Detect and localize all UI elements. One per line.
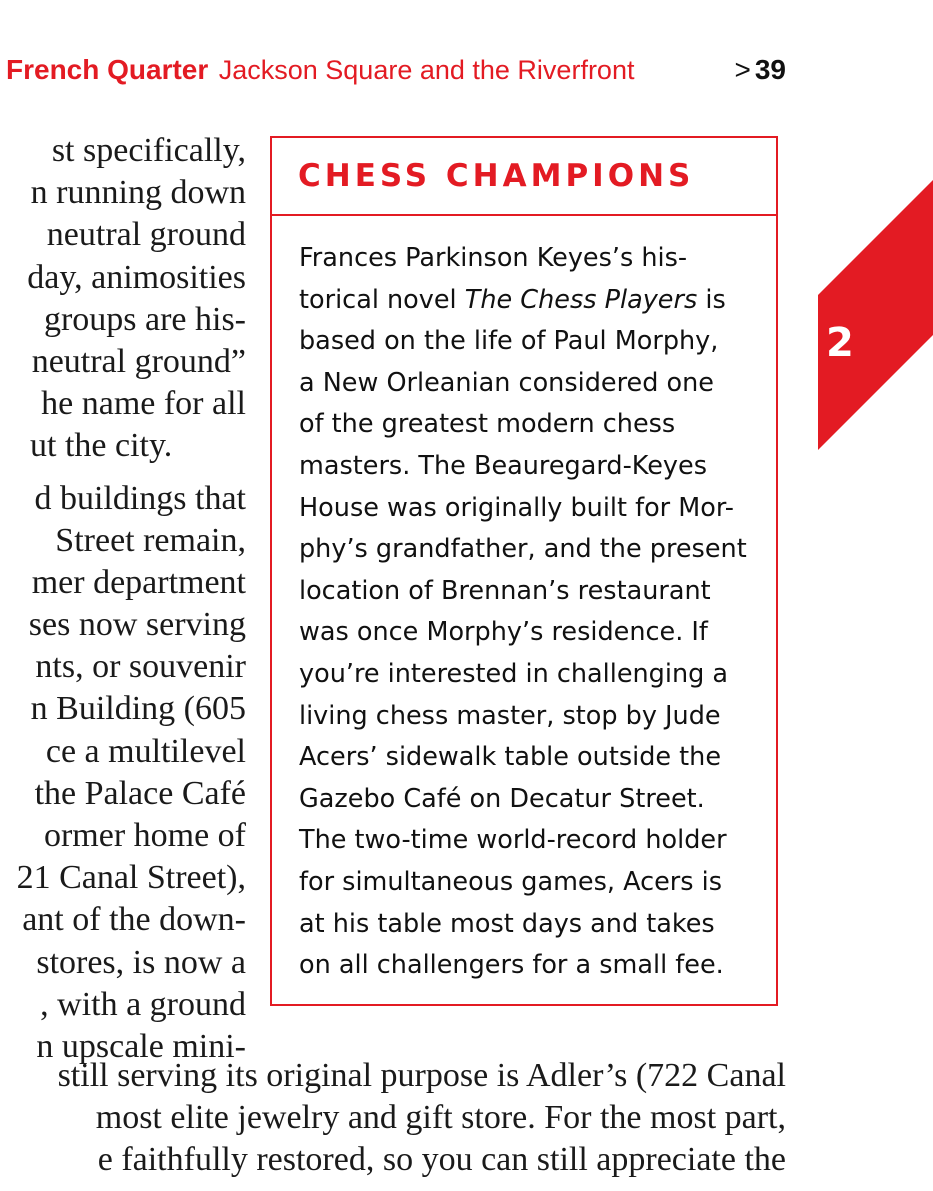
chess-champions-sidebar [270,136,778,1006]
chapter-tab [818,180,933,450]
sidebar-line: House was originally built for Mor- [299,492,734,523]
sidebar-line: Acers’ sidewalk table outside the [299,742,722,773]
chapter-tab-fill [818,180,933,450]
sidebar-line: based on the life of Paul Morphy, [299,326,719,357]
section-title: French Quarter [6,54,209,85]
running-header [6,54,786,94]
body-line: e faithfully restored, so you can still appreciate the [97,1141,786,1178]
body-line: neutral ground [46,216,246,254]
paragraph-gap [0,468,246,478]
body-line: , with a ground [40,985,246,1023]
body-line: nts, or souvenir [35,648,246,686]
body-line: mer department [31,563,246,601]
body-line: st specifically, [51,132,246,169]
sidebar-body [272,216,776,987]
body-line: neutral ground” [31,342,246,380]
body-line: 21 Canal Street), [16,859,246,897]
sidebar-line: at his table most days and takes [299,908,715,939]
body-line: still serving its original purpose is Adler’s (722 Canal [57,1057,786,1094]
sidebar-line: a New Orleanian considered one [299,367,714,398]
body-line: n Building (605 [30,690,246,728]
sidebar-line: Gazebo Café on Decatur Street. [299,783,705,814]
body-line: n running down [30,174,246,212]
body-line: ut the city. [30,427,173,465]
page-arrow: > [734,54,751,85]
body-line: ce a multilevel [45,732,246,770]
sidebar-line: you’re interested in challenging a [299,658,729,689]
body-line: most elite jewelry and gift store. For the most part, [95,1099,786,1136]
body-line: the Palace Café [34,774,246,812]
page-number-group [734,54,786,86]
body-line: groups are his- [43,300,246,338]
sidebar-line: of the greatest modern chess [299,409,676,440]
page-number: 39 [754,54,786,85]
sidebar-line [299,280,756,322]
body-line: ormer home of [43,817,246,854]
body-line: ses now serving [28,606,246,644]
book-title: The Chess Players [464,284,698,315]
subsection-title: Jackson Square and the Riverfront [218,55,635,85]
sidebar-line-text: is [697,284,726,315]
sidebar-title: CHESS CHAMPIONS [298,158,695,194]
chapter-number: 2 [826,320,854,366]
body-line: he name for all [41,385,246,423]
sidebar-line-text: torical novel [299,284,465,315]
body-line: stores, is now a [36,943,246,981]
sidebar-line: for simultaneous games, Acers is [299,866,723,897]
sidebar-line: Frances Parkinson Keyes’s his- [299,243,688,273]
body-line: n upscale mini- [36,1027,246,1065]
body-text-left-column [0,130,246,1068]
body-text-bottom [0,1055,786,1181]
sidebar-line: location of Brennan’s restaurant [299,575,711,606]
sidebar-line: on all challengers for a small fee. [299,950,724,981]
body-line: ant of the down- [22,901,246,939]
sidebar-line: masters. The Beauregard-Keyes [299,450,707,481]
body-line: Street remain, [55,521,246,559]
sidebar-line: The two-time world-record holder [299,825,727,856]
chapter-tab-shape [818,180,933,450]
body-line: day, animosities [27,258,246,296]
sidebar-line: was once Morphy’s residence. If [299,617,708,648]
sidebar-line: phy’s grandfather, and the present [299,534,747,565]
sidebar-line: living chess master, stop by Jude [299,700,721,731]
sidebar-title-bar [272,138,776,216]
body-line: d buildings that [34,479,246,517]
